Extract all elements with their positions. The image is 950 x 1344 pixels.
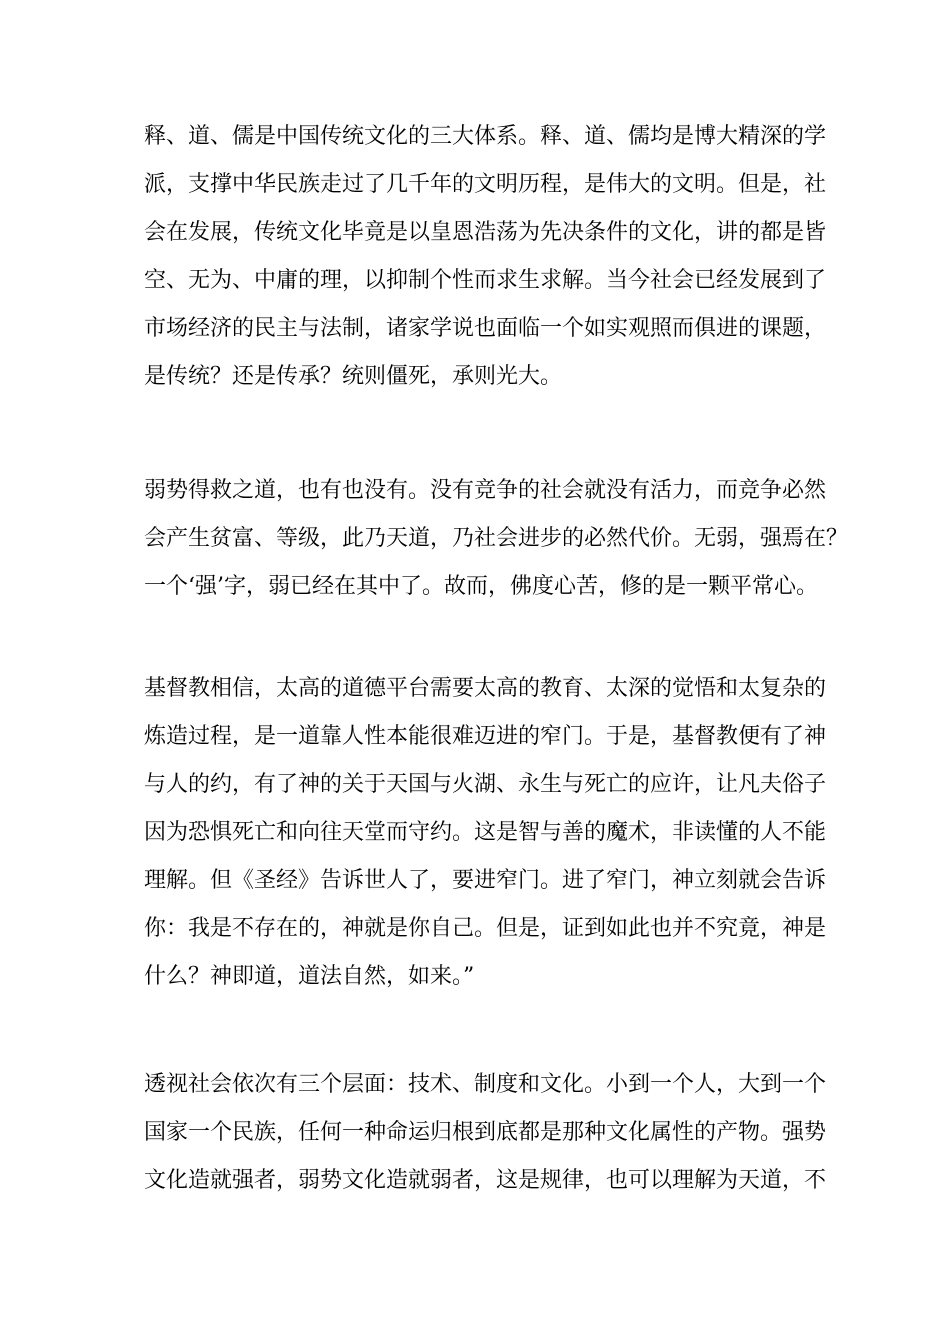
paragraph-line: 派，支撑中华民族走过了几千年的文明历程，是伟大的文明。但是，社	[144, 172, 827, 197]
paragraph-line: 你：我是不存在的，神就是你自己。但是，证到如此也并不究竟，神是	[144, 916, 827, 941]
paragraph-line: 理解。但《圣经》告诉世人了，要进窄门。进了窄门，神立刻就会告诉	[144, 868, 827, 893]
paragraph-line: 市场经济的民主与法制，诸家学说也面临一个如实观照而俱进的课题，	[144, 316, 827, 341]
paragraph-line: 文化造就强者，弱势文化造就弱者，这是规律，也可以理解为天道，不	[144, 1168, 827, 1193]
paragraph-traditional-culture	[144, 113, 827, 401]
paragraph-line: 基督教相信，太高的道德平台需要太高的教育、太深的觉悟和太复杂的	[144, 676, 827, 701]
paragraph-line: 会产生贫富、等级，此乃天道，乃社会进步的必然代价。无弱，强焉在？	[144, 526, 849, 551]
paragraph-line: 弱势得救之道，也有也没有。没有竞争的社会就没有活力，而竞争必然	[144, 478, 827, 503]
paragraph-line: 一个‘强’字，弱已经在其中了。故而，佛度心苦，修的是一颗平常心。	[144, 574, 818, 599]
paragraph-social-layers	[144, 1061, 827, 1205]
paragraph-line: 是传统？还是传承？统则僵死，承则光大。	[144, 364, 563, 389]
paragraph-line: 空、无为、中庸的理，以抑制个性而求生求解。当今社会已经发展到了	[144, 268, 827, 293]
paragraph-line: 炼造过程，是一道靠人性本能很难迈进的窄门。于是，基督教便有了神	[144, 724, 827, 749]
paragraph-line: 什么？神即道，道法自然，如来。”	[144, 964, 475, 989]
paragraph-weak-salvation	[144, 467, 849, 611]
paragraph-line: 国家一个民族，任何一种命运归根到底都是那种文化属性的产物。强势	[144, 1120, 827, 1145]
paragraph-line: 因为恐惧死亡和向往天堂而守约。这是智与善的魔术，非读懂的人不能	[144, 820, 827, 845]
paragraph-line: 透视社会依次有三个层面：技术、制度和文化。小到一个人，大到一个	[144, 1072, 827, 1097]
paragraph-line: 释、道、儒是中国传统文化的三大体系。释、道、儒均是博大精深的学	[144, 124, 827, 149]
paragraph-line: 与人的约，有了神的关于天国与火湖、永生与死亡的应许，让凡夫俗子	[144, 772, 827, 797]
paragraph-christianity	[144, 665, 827, 1001]
paragraph-line: 会在发展，传统文化毕竟是以皇恩浩荡为先决条件的文化，讲的都是皆	[144, 220, 827, 245]
